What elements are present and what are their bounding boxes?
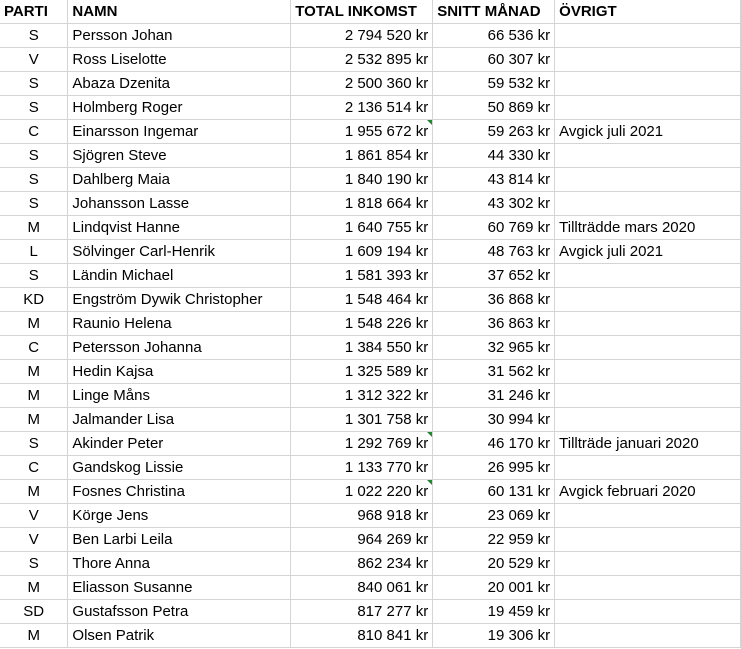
cell-snitt[interactable]: 30 994 kr bbox=[433, 408, 555, 432]
header-parti[interactable]: PARTI bbox=[0, 0, 68, 24]
cell-namn[interactable]: Gandskog Lissie bbox=[68, 456, 291, 480]
cell-total[interactable]: 1 581 393 kr bbox=[291, 264, 433, 288]
cell-namn[interactable]: Dahlberg Maia bbox=[68, 168, 291, 192]
cell-ovrigt[interactable] bbox=[555, 360, 741, 384]
cell-parti[interactable]: KD bbox=[0, 288, 68, 312]
table-row bbox=[0, 264, 741, 288]
cell-namn[interactable]: Körge Jens bbox=[68, 504, 291, 528]
table-row bbox=[0, 360, 741, 384]
cell-parti[interactable]: C bbox=[0, 120, 68, 144]
cell-namn[interactable]: Ländin Michael bbox=[68, 264, 291, 288]
table-row bbox=[0, 48, 741, 72]
cell-snitt[interactable]: 59 532 kr bbox=[433, 72, 555, 96]
table-row bbox=[0, 408, 741, 432]
cell-ovrigt[interactable] bbox=[555, 408, 741, 432]
cell-total[interactable]: 840 061 kr bbox=[291, 576, 433, 600]
table-row bbox=[0, 552, 741, 576]
cell-ovrigt[interactable] bbox=[555, 288, 741, 312]
cell-snitt[interactable]: 44 330 kr bbox=[433, 144, 555, 168]
cell-snitt[interactable]: 60 131 kr bbox=[433, 480, 555, 504]
cell-total[interactable]: 810 841 kr bbox=[291, 624, 433, 648]
cell-ovrigt[interactable] bbox=[555, 600, 741, 624]
table-row bbox=[0, 600, 741, 624]
cell-parti[interactable]: C bbox=[0, 456, 68, 480]
cell-namn[interactable]: Sölvinger Carl-Henrik bbox=[68, 240, 291, 264]
table-row bbox=[0, 96, 741, 120]
cell-total[interactable]: 2 136 514 kr bbox=[291, 96, 433, 120]
cell-parti[interactable]: S bbox=[0, 552, 68, 576]
cell-total[interactable]: 1 840 190 kr bbox=[291, 168, 433, 192]
header-snitt[interactable]: SNITT MÅNAD bbox=[433, 0, 555, 24]
cell-namn[interactable]: Eliasson Susanne bbox=[68, 576, 291, 600]
cell-ovrigt[interactable] bbox=[555, 144, 741, 168]
cell-ovrigt[interactable] bbox=[555, 96, 741, 120]
cell-parti[interactable]: M bbox=[0, 312, 68, 336]
cell-ovrigt[interactable] bbox=[555, 312, 741, 336]
cell-ovrigt[interactable] bbox=[555, 48, 741, 72]
cell-total[interactable]: 1 022 220 kr bbox=[291, 480, 433, 504]
cell-total[interactable]: 2 500 360 kr bbox=[291, 72, 433, 96]
table-row bbox=[0, 576, 741, 600]
cell-ovrigt[interactable] bbox=[555, 624, 741, 648]
cell-snitt[interactable]: 60 769 kr bbox=[433, 216, 555, 240]
cell-parti[interactable]: S bbox=[0, 24, 68, 48]
cell-parti[interactable]: M bbox=[0, 624, 68, 648]
cell-ovrigt[interactable]: Avgick juli 2021 bbox=[555, 240, 741, 264]
cell-namn[interactable]: Linge Måns bbox=[68, 384, 291, 408]
cell-parti[interactable]: V bbox=[0, 48, 68, 72]
cell-ovrigt[interactable] bbox=[555, 264, 741, 288]
table-row bbox=[0, 528, 741, 552]
cell-ovrigt[interactable] bbox=[555, 72, 741, 96]
cell-ovrigt[interactable] bbox=[555, 576, 741, 600]
cell-snitt[interactable]: 31 562 kr bbox=[433, 360, 555, 384]
cell-total[interactable]: 817 277 kr bbox=[291, 600, 433, 624]
cell-snitt[interactable]: 19 306 kr bbox=[433, 624, 555, 648]
cell-ovrigt[interactable]: Avgick juli 2021 bbox=[555, 120, 741, 144]
table-row bbox=[0, 312, 741, 336]
cell-total[interactable]: 1 548 464 kr bbox=[291, 288, 433, 312]
cell-total[interactable]: 1 640 755 kr bbox=[291, 216, 433, 240]
cell-namn[interactable]: Holmberg Roger bbox=[68, 96, 291, 120]
cell-snitt[interactable]: 43 814 kr bbox=[433, 168, 555, 192]
cell-ovrigt[interactable] bbox=[555, 552, 741, 576]
cell-total[interactable]: 862 234 kr bbox=[291, 552, 433, 576]
cell-snitt[interactable]: 60 307 kr bbox=[433, 48, 555, 72]
cell-namn[interactable]: Raunio Helena bbox=[68, 312, 291, 336]
table-row bbox=[0, 120, 741, 144]
table-row bbox=[0, 384, 741, 408]
table-row bbox=[0, 480, 741, 504]
table-row bbox=[0, 504, 741, 528]
cell-namn[interactable]: Einarsson Ingemar bbox=[68, 120, 291, 144]
cell-namn[interactable]: Ross Liselotte bbox=[68, 48, 291, 72]
cell-parti[interactable]: C bbox=[0, 336, 68, 360]
table-row bbox=[0, 240, 741, 264]
cell-namn[interactable]: Gustafsson Petra bbox=[68, 600, 291, 624]
cell-parti[interactable]: V bbox=[0, 528, 68, 552]
cell-parti[interactable]: M bbox=[0, 480, 68, 504]
cell-ovrigt[interactable]: Tillträde januari 2020 bbox=[555, 432, 741, 456]
cell-namn[interactable]: Abaza Dzenita bbox=[68, 72, 291, 96]
cell-snitt[interactable]: 46 170 kr bbox=[433, 432, 555, 456]
cell-total[interactable]: 1 818 664 kr bbox=[291, 192, 433, 216]
cell-namn[interactable]: Ben Larbi Leila bbox=[68, 528, 291, 552]
cell-snitt[interactable]: 50 869 kr bbox=[433, 96, 555, 120]
cell-total[interactable]: 1 861 854 kr bbox=[291, 144, 433, 168]
cell-total[interactable]: 1 384 550 kr bbox=[291, 336, 433, 360]
cell-namn[interactable]: Sjögren Steve bbox=[68, 144, 291, 168]
cell-snitt[interactable]: 48 763 kr bbox=[433, 240, 555, 264]
header-ovrigt[interactable]: ÖVRIGT bbox=[555, 0, 741, 24]
cell-namn[interactable]: Thore Anna bbox=[68, 552, 291, 576]
cell-parti[interactable]: S bbox=[0, 432, 68, 456]
cell-total[interactable]: 1 292 769 kr bbox=[291, 432, 433, 456]
cell-parti[interactable]: M bbox=[0, 360, 68, 384]
cell-ovrigt[interactable]: Avgick februari 2020 bbox=[555, 480, 741, 504]
cell-parti[interactable]: SD bbox=[0, 600, 68, 624]
cell-snitt[interactable]: 59 263 kr bbox=[433, 120, 555, 144]
cell-snitt[interactable]: 36 863 kr bbox=[433, 312, 555, 336]
cell-snitt[interactable]: 32 965 kr bbox=[433, 336, 555, 360]
table-row bbox=[0, 216, 741, 240]
cell-ovrigt[interactable] bbox=[555, 528, 741, 552]
cell-parti[interactable]: M bbox=[0, 384, 68, 408]
cell-snitt[interactable]: 37 652 kr bbox=[433, 264, 555, 288]
cell-total[interactable]: 1 301 758 kr bbox=[291, 408, 433, 432]
cell-namn[interactable]: Hedin Kajsa bbox=[68, 360, 291, 384]
cell-ovrigt[interactable] bbox=[555, 504, 741, 528]
cell-total[interactable]: 2 532 895 kr bbox=[291, 48, 433, 72]
header-row bbox=[0, 0, 741, 24]
cell-snitt[interactable]: 20 529 kr bbox=[433, 552, 555, 576]
cell-total[interactable]: 1 548 226 kr bbox=[291, 312, 433, 336]
cell-parti[interactable]: M bbox=[0, 576, 68, 600]
table-row bbox=[0, 144, 741, 168]
table-row bbox=[0, 336, 741, 360]
cell-snitt[interactable]: 36 868 kr bbox=[433, 288, 555, 312]
table-row bbox=[0, 168, 741, 192]
cell-namn[interactable]: Petersson Johanna bbox=[68, 336, 291, 360]
cell-snitt[interactable]: 43 302 kr bbox=[433, 192, 555, 216]
cell-parti[interactable]: S bbox=[0, 264, 68, 288]
cell-ovrigt[interactable] bbox=[555, 192, 741, 216]
table-row bbox=[0, 72, 741, 96]
cell-parti[interactable]: M bbox=[0, 216, 68, 240]
cell-total[interactable]: 1 955 672 kr bbox=[291, 120, 433, 144]
cell-namn[interactable]: Akinder Peter bbox=[68, 432, 291, 456]
header-total[interactable]: TOTAL INKOMST bbox=[291, 0, 433, 24]
cell-namn[interactable]: Jalmander Lisa bbox=[68, 408, 291, 432]
cell-total[interactable]: 964 269 kr bbox=[291, 528, 433, 552]
cell-snitt[interactable]: 22 959 kr bbox=[433, 528, 555, 552]
table-row bbox=[0, 288, 741, 312]
cell-namn[interactable]: Persson Johan bbox=[68, 24, 291, 48]
cell-ovrigt[interactable] bbox=[555, 336, 741, 360]
cell-parti[interactable]: S bbox=[0, 168, 68, 192]
cell-total[interactable]: 1 133 770 kr bbox=[291, 456, 433, 480]
cell-namn[interactable]: Johansson Lasse bbox=[68, 192, 291, 216]
cell-snitt[interactable]: 31 246 kr bbox=[433, 384, 555, 408]
cell-snitt[interactable]: 19 459 kr bbox=[433, 600, 555, 624]
cell-namn[interactable]: Lindqvist Hanne bbox=[68, 216, 291, 240]
cell-namn[interactable]: Engström Dywik Christopher bbox=[68, 288, 291, 312]
cell-ovrigt[interactable] bbox=[555, 384, 741, 408]
cell-total[interactable]: 968 918 kr bbox=[291, 504, 433, 528]
cell-namn[interactable]: Olsen Patrik bbox=[68, 624, 291, 648]
cell-parti[interactable]: L bbox=[0, 240, 68, 264]
cell-snitt[interactable]: 66 536 kr bbox=[433, 24, 555, 48]
cell-snitt[interactable]: 26 995 kr bbox=[433, 456, 555, 480]
table-row bbox=[0, 456, 741, 480]
table-row bbox=[0, 624, 741, 648]
cell-parti[interactable]: S bbox=[0, 144, 68, 168]
table-row bbox=[0, 192, 741, 216]
cell-total[interactable]: 2 794 520 kr bbox=[291, 24, 433, 48]
cell-total[interactable]: 1 325 589 kr bbox=[291, 360, 433, 384]
cell-total[interactable]: 1 312 322 kr bbox=[291, 384, 433, 408]
cell-ovrigt[interactable] bbox=[555, 24, 741, 48]
cell-total[interactable]: 1 609 194 kr bbox=[291, 240, 433, 264]
table-row bbox=[0, 24, 741, 48]
cell-snitt[interactable]: 20 001 kr bbox=[433, 576, 555, 600]
cell-snitt[interactable]: 23 069 kr bbox=[433, 504, 555, 528]
cell-parti[interactable]: S bbox=[0, 192, 68, 216]
cell-parti[interactable]: V bbox=[0, 504, 68, 528]
cell-parti[interactable]: S bbox=[0, 96, 68, 120]
table-row bbox=[0, 432, 741, 456]
cell-ovrigt[interactable] bbox=[555, 456, 741, 480]
header-namn[interactable]: NAMN bbox=[68, 0, 291, 24]
cell-parti[interactable]: S bbox=[0, 72, 68, 96]
cell-namn[interactable]: Fosnes Christina bbox=[68, 480, 291, 504]
cell-ovrigt[interactable]: Tillträdde mars 2020 bbox=[555, 216, 741, 240]
cell-ovrigt[interactable] bbox=[555, 168, 741, 192]
cell-parti[interactable]: M bbox=[0, 408, 68, 432]
